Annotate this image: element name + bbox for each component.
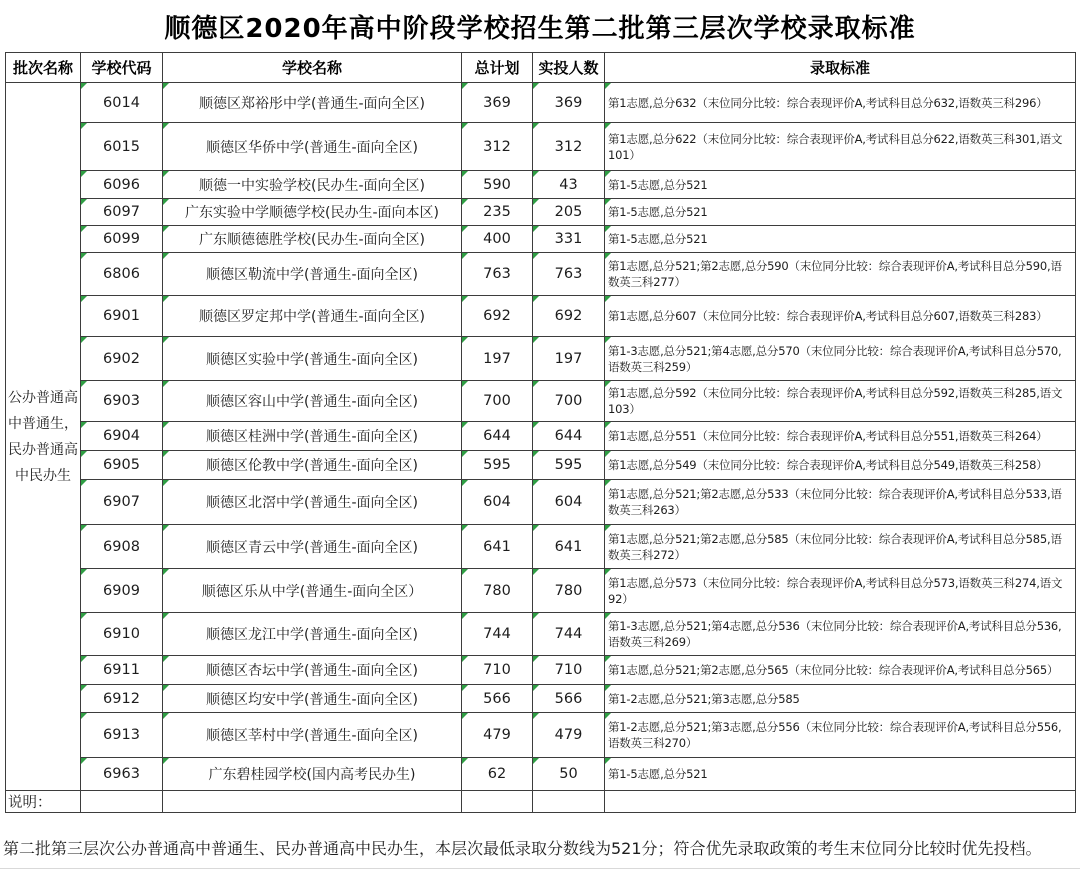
table-row: [6, 758, 1076, 791]
column-header-total-plan: 总计划: [462, 53, 533, 83]
school-name-cell: 顺德区勒流中学(普通生-面向全区): [163, 253, 462, 296]
actual-count-cell: 369: [533, 83, 605, 123]
actual-count-cell: 566: [533, 685, 605, 713]
school-code-cell: 6099: [81, 226, 163, 253]
admission-standard-cell: 第1志愿,总分622（末位同分比较：综合表现评价A,考试科目总分622,语数英三科301,语文101）: [605, 123, 1076, 171]
column-header-school-code: 学校代码: [81, 53, 163, 83]
total-plan-cell: 692: [462, 296, 533, 337]
school-name-cell: 顺德区伦教中学(普通生-面向全区): [163, 451, 462, 480]
total-plan-cell: 744: [462, 613, 533, 656]
empty-cell: [462, 791, 533, 813]
table-row: [6, 199, 1076, 226]
total-plan-cell: 644: [462, 422, 533, 451]
total-plan-cell: 312: [462, 123, 533, 171]
admission-standard-cell: 第1志愿,总分632（末位同分比较：综合表现评价A,考试科目总分632,语数英三科296）: [605, 83, 1076, 123]
school-name-cell: 顺德区莘村中学(普通生-面向全区): [163, 713, 462, 758]
table-row: [6, 296, 1076, 337]
admission-standard-cell: 第1志愿,总分607（末位同分比较：综合表现评价A,考试科目总分607,语数英三科283）: [605, 296, 1076, 337]
total-plan-cell: 62: [462, 758, 533, 791]
school-code-cell: 6909: [81, 569, 163, 613]
table-row: [6, 83, 1076, 123]
actual-count-cell: 331: [533, 226, 605, 253]
admission-standard-cell: 第1-3志愿,总分521;第4志愿,总分536（末位同分比较：综合表现评价A,考试科目总分536,语数英三科269）: [605, 613, 1076, 656]
actual-count-cell: 780: [533, 569, 605, 613]
total-plan-cell: 197: [462, 337, 533, 381]
school-name-cell: 顺德区北滘中学(普通生-面向全区): [163, 480, 462, 525]
admission-standard-cell: 第1-2志愿,总分521;第3志愿,总分556（末位同分比较：综合表现评价A,考试科目总分556,语数英三科270）: [605, 713, 1076, 758]
actual-count-cell: 479: [533, 713, 605, 758]
actual-count-cell: 312: [533, 123, 605, 171]
school-name-cell: 顺德区杏坛中学(普通生-面向全区): [163, 656, 462, 685]
admission-standard-cell: 第1-5志愿,总分521: [605, 171, 1076, 199]
actual-count-cell: 197: [533, 337, 605, 381]
school-code-cell: 6911: [81, 656, 163, 685]
admission-standard-cell: 第1志愿,总分521;第2志愿,总分533（末位同分比较：综合表现评价A,考试科目总分533,语数英三科263）: [605, 480, 1076, 525]
admission-standard-cell: 第1志愿,总分551（末位同分比较：综合表现评价A,考试科目总分551,语数英三科264）: [605, 422, 1076, 451]
actual-count-cell: 205: [533, 199, 605, 226]
total-plan-cell: 700: [462, 381, 533, 422]
school-code-cell: 6901: [81, 296, 163, 337]
batch-name-cell: 公办普通高中普通生，民办普通高中民办生: [6, 83, 81, 791]
school-name-cell: 顺德区罗定邦中学(普通生-面向全区): [163, 296, 462, 337]
table-row: [6, 451, 1076, 480]
table-row: [6, 656, 1076, 685]
school-name-cell: 顺德一中实验学校(民办生-面向全区): [163, 171, 462, 199]
admission-standard-cell: 第1-5志愿,总分521: [605, 226, 1076, 253]
table-row: [6, 381, 1076, 422]
admission-standard-cell: 第1-2志愿,总分521;第3志愿,总分585: [605, 685, 1076, 713]
table-row: [6, 613, 1076, 656]
school-code-cell: 6908: [81, 525, 163, 569]
table-row: [6, 480, 1076, 525]
table-row: [6, 253, 1076, 296]
admission-standard-cell: 第1-5志愿,总分521: [605, 758, 1076, 791]
column-header-actual-count: 实投人数: [533, 53, 605, 83]
table-body: [6, 83, 1076, 791]
admission-standard-cell: 第1志愿,总分521;第2志愿,总分590（末位同分比较：综合表现评价A,考试科目总分590,语数英三科277）: [605, 253, 1076, 296]
school-name-cell: 广东顺德德胜学校(民办生-面向全区): [163, 226, 462, 253]
admission-standard-cell: 第1志愿,总分573（末位同分比较：综合表现评价A,考试科目总分573,语数英三科274,语文92）: [605, 569, 1076, 613]
actual-count-cell: 644: [533, 422, 605, 451]
total-plan-cell: 590: [462, 171, 533, 199]
table-row: [6, 525, 1076, 569]
total-plan-cell: 763: [462, 253, 533, 296]
school-name-cell: 顺德区实验中学(普通生-面向全区): [163, 337, 462, 381]
school-name-cell: 顺德区乐从中学(普通生-面向全区）: [163, 569, 462, 613]
column-header-admission-standard: 录取标准: [605, 53, 1076, 83]
actual-count-cell: 604: [533, 480, 605, 525]
school-code-cell: 6903: [81, 381, 163, 422]
total-plan-cell: 566: [462, 685, 533, 713]
admission-standard-cell: 第1志愿,总分521;第2志愿,总分585（末位同分比较：综合表现评价A,考试科目总分585,语数英三科272）: [605, 525, 1076, 569]
admission-standard-cell: 第1志愿,总分592（末位同分比较：综合表现评价A,考试科目总分592,语数英三科285,语文103）: [605, 381, 1076, 422]
school-name-cell: 顺德区华侨中学(普通生-面向全区): [163, 123, 462, 171]
column-header-school-name: 学校名称: [163, 53, 462, 83]
total-plan-cell: 595: [462, 451, 533, 480]
actual-count-cell: 595: [533, 451, 605, 480]
school-code-cell: 6907: [81, 480, 163, 525]
admission-standard-cell: 第1志愿,总分521;第2志愿,总分565（末位同分比较：综合表现评价A,考试科目总分565）: [605, 656, 1076, 685]
table-row: [6, 422, 1076, 451]
bottom-divider: [0, 868, 1080, 869]
table-row: [6, 171, 1076, 199]
admission-standard-cell: 第1-3志愿,总分521;第4志愿,总分570（末位同分比较：综合表现评价A,考试科目总分570,语数英三科259）: [605, 337, 1076, 381]
actual-count-cell: 744: [533, 613, 605, 656]
school-code-cell: 6963: [81, 758, 163, 791]
admission-standard-cell: 第1-5志愿,总分521: [605, 199, 1076, 226]
empty-cell: [605, 791, 1076, 813]
school-code-cell: 6913: [81, 713, 163, 758]
total-plan-cell: 479: [462, 713, 533, 758]
school-code-cell: 6015: [81, 123, 163, 171]
table-row: [6, 685, 1076, 713]
school-code-cell: 6902: [81, 337, 163, 381]
school-name-cell: 顺德区桂洲中学(普通生-面向全区): [163, 422, 462, 451]
empty-cell: [533, 791, 605, 813]
school-code-cell: 6905: [81, 451, 163, 480]
total-plan-cell: 369: [462, 83, 533, 123]
school-code-cell: 6806: [81, 253, 163, 296]
footer-note: 第二批第三层次公办普通高中普通生、民办普通高中民办生，本层次最低录取分数线为521分；符合优先录取政策的考生末位同分比较时优先投档。: [3, 839, 1042, 858]
school-name-cell: 广东实验中学顺德学校(民办生-面向本区): [163, 199, 462, 226]
column-header-batch: 批次名称: [6, 53, 81, 83]
table-row: [6, 123, 1076, 171]
actual-count-cell: 641: [533, 525, 605, 569]
actual-count-cell: 692: [533, 296, 605, 337]
header-row: [6, 53, 1076, 83]
actual-count-cell: 50: [533, 758, 605, 791]
admission-standard-cell: 第1志愿,总分549（末位同分比较：综合表现评价A,考试科目总分549,语数英三科258）: [605, 451, 1076, 480]
note-row: [6, 791, 1076, 813]
school-name-cell: 顺德区青云中学(普通生-面向全区): [163, 525, 462, 569]
school-code-cell: 6096: [81, 171, 163, 199]
total-plan-cell: 641: [462, 525, 533, 569]
school-code-cell: 6014: [81, 83, 163, 123]
school-name-cell: 顺德区龙江中学(普通生-面向全区): [163, 613, 462, 656]
actual-count-cell: 763: [533, 253, 605, 296]
admissions-table: [5, 52, 1076, 813]
table-row: [6, 569, 1076, 613]
school-name-cell: 广东碧桂园学校(国内高考民办生): [163, 758, 462, 791]
school-code-cell: 6912: [81, 685, 163, 713]
empty-cell: [81, 791, 163, 813]
school-name-cell: 顺德区均安中学(普通生-面向全区): [163, 685, 462, 713]
actual-count-cell: 710: [533, 656, 605, 685]
table-row: [6, 713, 1076, 758]
empty-cell: [163, 791, 462, 813]
actual-count-cell: 700: [533, 381, 605, 422]
total-plan-cell: 780: [462, 569, 533, 613]
actual-count-cell: 43: [533, 171, 605, 199]
table-row: [6, 226, 1076, 253]
total-plan-cell: 604: [462, 480, 533, 525]
school-name-cell: 顺德区容山中学(普通生-面向全区): [163, 381, 462, 422]
school-code-cell: 6904: [81, 422, 163, 451]
total-plan-cell: 400: [462, 226, 533, 253]
total-plan-cell: 235: [462, 199, 533, 226]
school-name-cell: 顺德区郑裕彤中学(普通生-面向全区): [163, 83, 462, 123]
total-plan-cell: 710: [462, 656, 533, 685]
table-row: [6, 337, 1076, 381]
page-title: 顺德区2020年高中阶段学校招生第二批第三层次学校录取标准: [164, 14, 916, 44]
school-code-cell: 6097: [81, 199, 163, 226]
school-code-cell: 6910: [81, 613, 163, 656]
note-label: 说明：: [6, 791, 81, 813]
